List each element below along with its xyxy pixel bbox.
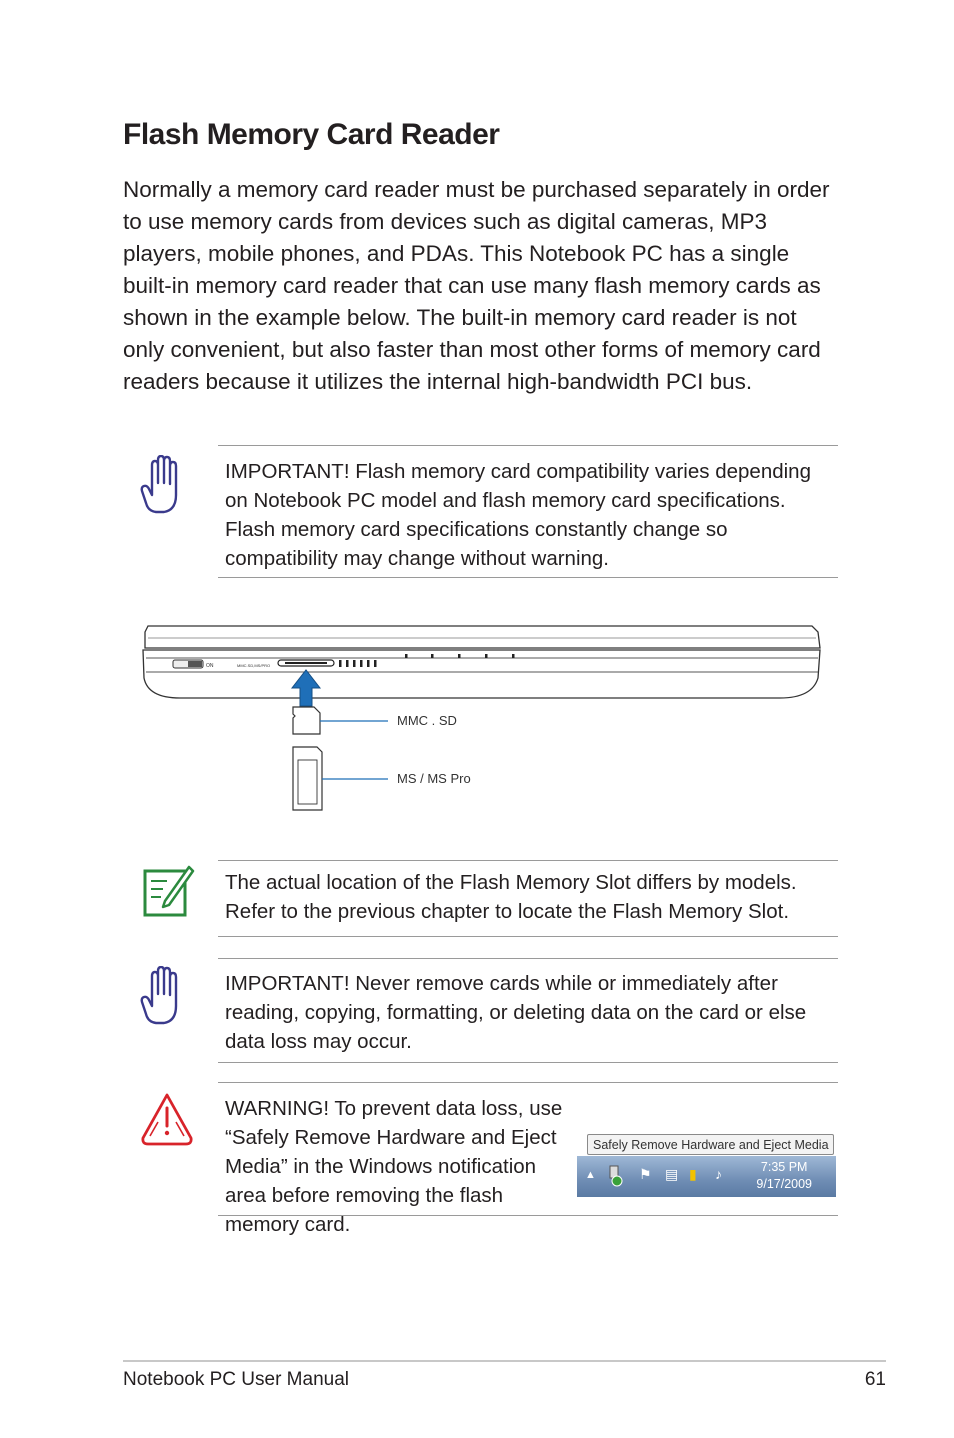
divider xyxy=(218,860,838,861)
safely-remove-hardware-icon[interactable] xyxy=(607,1165,623,1187)
label-ms-pro: MS / MS Pro xyxy=(397,771,471,786)
divider xyxy=(218,936,838,937)
important-note-compatibility: IMPORTANT! Flash memory card compatibility varies depending on Notebook PC model and flash memory card specifications. Flash memory card specifications constantly change so compatibility may change without warning. xyxy=(225,460,811,570)
card-reader-illustration xyxy=(140,620,830,825)
divider xyxy=(218,1062,838,1063)
switch-label: ON xyxy=(206,663,214,669)
notebook-front-diagram xyxy=(140,620,830,820)
divider xyxy=(218,577,838,578)
divider xyxy=(218,1215,838,1216)
footer-divider xyxy=(123,1360,886,1362)
page-number: 61 xyxy=(864,1369,886,1390)
show-hidden-icons-icon[interactable]: ▲ xyxy=(585,1169,596,1181)
tray-clock[interactable] xyxy=(756,1159,812,1193)
important-note-remove-cards: IMPORTANT! Never remove cards while or immediately after reading, copying, formatting, or deleting data on the card or else data loss may occur. xyxy=(225,972,807,1053)
note-slot-location: The actual location of the Flash Memory Slot differs by models. Refer to the previous chapter to locate the Flash Memory Slot. xyxy=(225,871,797,923)
volume-icon[interactable]: ♪ xyxy=(715,1166,722,1182)
hand-stop-icon xyxy=(140,455,188,517)
note-pencil-icon xyxy=(143,861,195,919)
label-mmc-sd: MMC . SD xyxy=(397,713,457,728)
footer-manual-title: Notebook PC User Manual xyxy=(123,1369,349,1390)
divider xyxy=(218,445,838,446)
divider xyxy=(218,958,838,959)
device-icon[interactable]: ▤ xyxy=(665,1166,679,1182)
intro-paragraph: Normally a memory card reader must be purchased separately in order to use memory cards from devices such as digital cameras, MP3 players, mobile phones, and PDAs. This Notebook PC has a single built-in memory card reader that can use many flash memory cards as shown in the example below. The built-in memory card reader is not only convenient, but also faster than most other forms of memory card readers because it utilizes the internal high-bandwidth PCI bus. xyxy=(123,177,830,394)
windows-notification-area xyxy=(577,1134,836,1197)
hand-stop-icon xyxy=(140,966,188,1028)
divider xyxy=(218,1082,838,1083)
warning-safely-remove: WARNING! To prevent data loss, use “Safely Remove Hardware and Eject Media” in the Windows notification area before removing the flash memory card. xyxy=(225,1097,563,1236)
tray-time: 7:35 PM xyxy=(760,1160,808,1174)
page-title: Flash Memory Card Reader xyxy=(123,118,500,151)
action-center-flag-icon[interactable]: ⚑ xyxy=(639,1166,652,1182)
slot-label: MMC.SD,MS/PRO xyxy=(237,663,271,668)
warning-hand-icon xyxy=(140,1092,194,1148)
tray-date: 9/17/2009 xyxy=(756,1177,812,1191)
taskbar-tray xyxy=(577,1156,836,1197)
network-signal-icon[interactable]: ▮ xyxy=(689,1166,697,1182)
safely-remove-tooltip: Safely Remove Hardware and Eject Media xyxy=(587,1134,834,1155)
